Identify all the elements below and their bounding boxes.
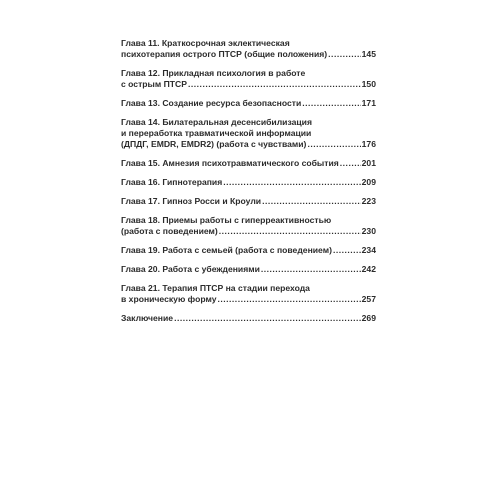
page-number: 269	[361, 313, 376, 323]
dot-leader	[307, 139, 360, 150]
dot-leader	[217, 294, 360, 305]
toc-entry-chapter-18	[121, 215, 376, 237]
toc-entry-title-line: и переработка травматической информации	[121, 128, 312, 138]
page-number: 242	[361, 264, 376, 274]
dot-leader	[333, 245, 361, 256]
dot-leader	[261, 264, 361, 275]
toc-entry-title-line: Глава 16. Гипнотерапия	[121, 177, 223, 187]
toc-entry-chapter-13	[121, 98, 376, 109]
dot-leader	[340, 158, 361, 169]
toc-entry-last-line	[121, 158, 376, 169]
page-number: 223	[361, 196, 376, 206]
toc-entry-chapter-15	[121, 158, 376, 169]
toc-entry-chapter-20	[121, 264, 376, 275]
toc-entry-last-line	[121, 49, 376, 60]
toc-entry-last-line	[121, 98, 376, 109]
toc-entry-title-line: Глава 17. Гипноз Росси и Кроули	[121, 196, 262, 206]
toc-entry-last-line	[121, 245, 376, 256]
toc-entry-last-line	[121, 139, 376, 150]
toc-entry-conclusion	[121, 313, 376, 324]
dot-leader	[223, 177, 360, 188]
toc-entry-last-line	[121, 264, 376, 275]
dot-leader	[188, 79, 361, 90]
toc-entry-chapter-11	[121, 38, 376, 60]
toc-entry-last-line	[121, 294, 376, 305]
toc-entry-title-line: психотерапия острого ПТСР (общие положения)	[121, 49, 328, 59]
toc-entry-chapter-16	[121, 177, 376, 188]
toc-entry-title-line: Заключение	[121, 313, 174, 323]
dot-leader	[262, 196, 361, 207]
dot-leader	[174, 313, 361, 324]
toc-entry-title-line: с острым ПТСР	[121, 79, 187, 89]
toc-entry-title-line: Глава 13. Создание ресурса безопасности	[121, 98, 302, 108]
toc-entry-title-line: Глава 19. Работа с семьей (работа с поведением)	[121, 245, 332, 255]
page-number: 257	[361, 294, 376, 304]
toc-entry-title-line: Глава 15. Амнезия психотравматического события	[121, 158, 339, 168]
page-number: 209	[361, 177, 376, 187]
page-number: 234	[361, 245, 376, 255]
toc-entry-title-line: Глава 21. Терапия ПТСР на стадии перехода	[121, 283, 310, 293]
table-of-contents	[121, 38, 376, 332]
dot-leader	[219, 226, 361, 237]
toc-entry-title-line: (ДПДГ, EMDR, EMDR2) (работа с чувствами)	[121, 139, 307, 149]
page-number: 201	[361, 158, 376, 168]
toc-entry-title-line: Глава 11. Краткосрочная эклектическая	[121, 38, 290, 48]
page-number: 176	[361, 139, 376, 149]
page-number: 171	[361, 98, 376, 108]
toc-entry-last-line	[121, 226, 376, 237]
page-number: 150	[361, 79, 376, 89]
toc-entry-title-line: Глава 20. Работа с убеждениями	[121, 264, 260, 274]
toc-entry-title-line: Глава 12. Прикладная психология в работе	[121, 68, 306, 78]
toc-entry-chapter-14	[121, 117, 376, 150]
toc-entry-last-line	[121, 177, 376, 188]
toc-entry-last-line	[121, 79, 376, 90]
page-number: 230	[361, 226, 376, 236]
toc-entry-title-line: Глава 14. Билатеральная десенсибилизация	[121, 117, 312, 127]
toc-entry-chapter-21	[121, 283, 376, 305]
page-number: 145	[361, 49, 376, 59]
toc-entry-title-line: в хроническую форму	[121, 294, 217, 304]
toc-entry-last-line	[121, 196, 376, 207]
toc-entry-chapter-17	[121, 196, 376, 207]
toc-entry-title-line: Глава 18. Приемы работы с гиперреактивностью	[121, 215, 332, 225]
dot-leader	[328, 49, 360, 60]
toc-entry-title-line: (работа с поведением)	[121, 226, 218, 236]
toc-entry-chapter-12	[121, 68, 376, 90]
toc-entry-chapter-19	[121, 245, 376, 256]
toc-entry-last-line	[121, 313, 376, 324]
dot-leader	[302, 98, 360, 109]
